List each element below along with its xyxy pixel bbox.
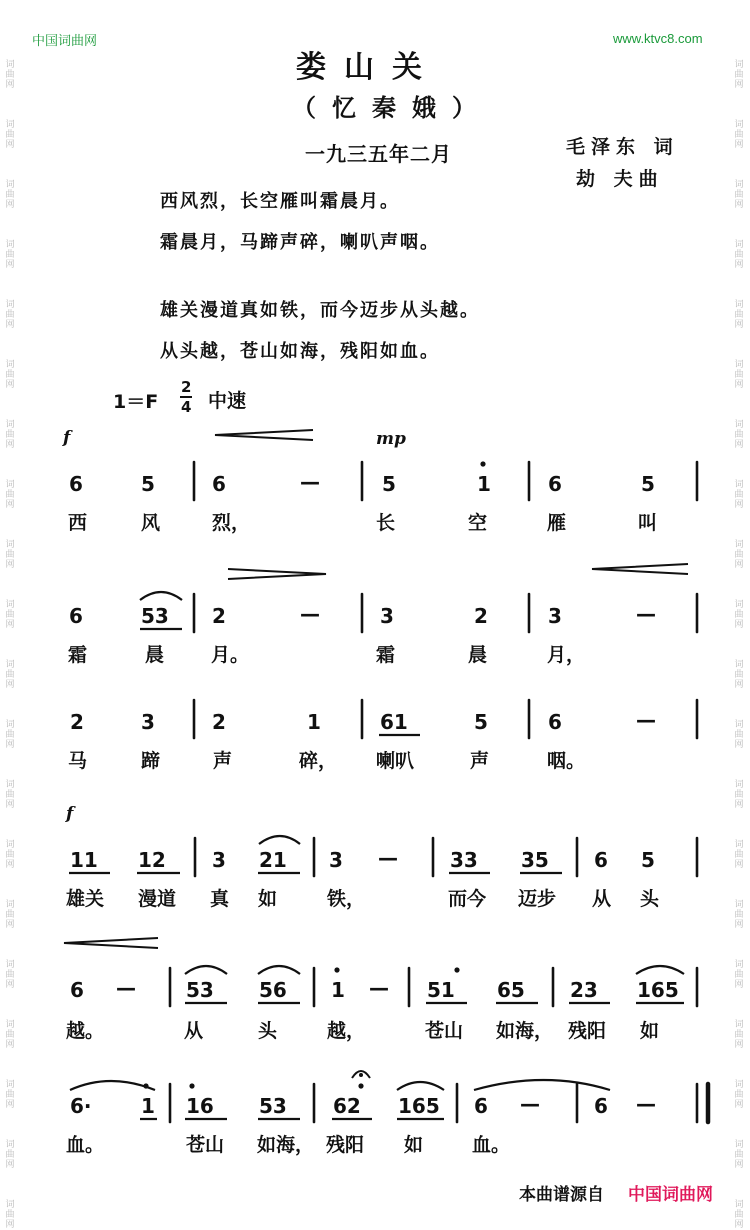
watermark-text: 词曲网: [5, 240, 15, 270]
note-pair: 53: [259, 1094, 287, 1118]
note: 6: [594, 1094, 608, 1118]
lyric: 空: [468, 512, 488, 534]
watermark-text: 词曲网: [734, 600, 744, 630]
dynamic-mezzo-piano: mp: [376, 429, 406, 449]
lyric: 越。: [66, 1020, 105, 1042]
note: 3: [329, 848, 343, 872]
note: 1: [307, 710, 321, 734]
watermark-text: 词曲网: [5, 840, 15, 870]
note-high: 1: [331, 978, 345, 1002]
lyric: 苍山: [425, 1020, 464, 1042]
watermark-text: 词曲网: [5, 780, 15, 810]
tempo-marking: 中速: [208, 390, 247, 412]
lyric: 残阳: [568, 1020, 607, 1042]
watermark-text: 词曲网: [5, 120, 15, 150]
source-site-link[interactable]: 中国词曲网: [628, 1185, 713, 1205]
lyric: 真: [210, 888, 230, 910]
note: 5: [382, 472, 396, 496]
dash-sustain: —: [636, 1092, 656, 1116]
watermark-text: 词曲网: [734, 540, 744, 570]
note: 6: [548, 710, 562, 734]
lyric: 而今: [448, 888, 487, 910]
lyric: 西: [68, 512, 88, 534]
watermark-text: 词曲网: [734, 960, 744, 990]
dash-sustain: —: [300, 602, 320, 626]
lyric: 头: [258, 1020, 278, 1042]
lyric: 晨: [145, 644, 165, 666]
note-pair: 56: [259, 978, 287, 1002]
watermark-text: 词曲网: [5, 900, 15, 930]
note-pair: 35: [521, 848, 549, 872]
lyric: 长: [376, 512, 396, 534]
watermark-text: 词曲网: [734, 180, 744, 210]
note: 6: [69, 604, 83, 628]
note: 2: [212, 710, 226, 734]
note: 5: [474, 710, 488, 734]
watermark-text: 词曲网: [734, 1140, 744, 1170]
watermark-text: 词曲网: [5, 60, 15, 90]
hairpin-group: [64, 430, 688, 948]
dynamic-forte-1: f: [63, 428, 71, 448]
note: 6: [69, 472, 83, 496]
lyric: 如: [640, 1020, 660, 1042]
poem-line-1: 西风烈，长空雁叫霜晨月。: [160, 191, 400, 212]
note: 6: [70, 978, 84, 1002]
lyric: 越，: [327, 1020, 366, 1042]
lyric: 血。: [472, 1134, 511, 1156]
watermark-text: 词曲网: [5, 540, 15, 570]
note: 5: [641, 472, 655, 496]
lyric: 头: [640, 888, 660, 910]
note-pair: 53: [186, 978, 214, 1002]
lyric: 霜: [376, 644, 396, 666]
watermark-text: 词曲网: [734, 720, 744, 750]
lyric: 如: [404, 1134, 424, 1156]
lyric: 马: [68, 750, 88, 772]
lyric: 残阳: [326, 1134, 365, 1156]
site-name-left[interactable]: 中国词曲网: [32, 33, 98, 48]
watermark-text: 词曲网: [5, 420, 15, 450]
composition-date: 一九三五年二月: [305, 142, 452, 166]
lyric: 雁: [547, 512, 567, 534]
note: 3: [380, 604, 394, 628]
watermark-text: 词曲网: [734, 1080, 744, 1110]
lyric: 晨: [468, 644, 488, 666]
note-pair: 12: [138, 848, 166, 872]
watermark-text: 词曲网: [5, 600, 15, 630]
note-triplet: 165: [637, 978, 679, 1002]
note: 6: [474, 1094, 488, 1118]
lyric: 如: [258, 888, 278, 910]
watermark-text: 词曲网: [734, 1020, 744, 1050]
key-signature: 1＝F: [113, 391, 159, 413]
note-pair: 53: [141, 604, 169, 628]
note: 2: [474, 604, 488, 628]
note-pair: 33: [450, 848, 478, 872]
lyric: 如海，: [496, 1020, 554, 1042]
lyric: 从: [184, 1020, 204, 1042]
watermark-text: 词曲网: [734, 420, 744, 450]
watermark-text: 词曲网: [5, 1080, 15, 1110]
lyric: 声: [213, 750, 233, 772]
watermark-text: 词曲网: [734, 840, 744, 870]
watermark-text: 词曲网: [5, 960, 15, 990]
lyric: 蹄: [141, 750, 161, 772]
dash-sustain: —: [520, 1092, 540, 1116]
note-high: 1: [477, 472, 491, 496]
poem-line-4: 从头越，苍山如海，残阳如血。: [160, 341, 440, 362]
lyric: 雄关: [66, 888, 105, 910]
lyric: 月，: [547, 644, 586, 666]
note-pair-fermata: 62: [333, 1094, 361, 1118]
watermark-text: 词曲网: [734, 660, 744, 690]
fermata-dot: [359, 1073, 363, 1077]
lyric: 从: [592, 888, 612, 910]
note: 6: [548, 472, 562, 496]
lyric: 风: [141, 512, 161, 534]
note-pair: 11: [70, 848, 98, 872]
lyric: 漫道: [138, 888, 177, 910]
note-pair: 61: [380, 710, 408, 734]
poem-line-3: 雄关漫道真如铁，而今迈步从头越。: [160, 300, 480, 321]
source-label: 本曲谱源自: [519, 1185, 604, 1205]
song-subtitle: （忆秦娥）: [292, 94, 492, 122]
lyric: 叫: [638, 512, 658, 534]
watermark-text: 词曲网: [5, 1200, 15, 1230]
watermark-text: 词曲网: [5, 360, 15, 390]
lyric: 碎，: [299, 750, 338, 772]
lyric: 苍山: [186, 1134, 225, 1156]
site-url-right[interactable]: www.ktvc8.com: [613, 31, 703, 46]
lyric: 声: [470, 750, 490, 772]
note-pair: 51: [427, 978, 455, 1002]
note-pair: 21: [259, 848, 287, 872]
dynamic-forte-2: f: [66, 804, 74, 824]
note-pair: 65: [497, 978, 525, 1002]
note: 1: [141, 1094, 155, 1118]
lyric: 咽。: [547, 750, 586, 772]
note-triplet: 165: [398, 1094, 440, 1118]
lyric: 烈，: [212, 512, 251, 534]
dash-sustain: —: [116, 976, 136, 1000]
dash-sustain: —: [300, 470, 320, 494]
watermark-text: 词曲网: [734, 360, 744, 390]
dash-sustain: —: [378, 846, 398, 870]
dash-sustain: —: [636, 708, 656, 732]
watermark-text: 词曲网: [5, 180, 15, 210]
watermark-text: 词曲网: [734, 60, 744, 90]
note: 3: [212, 848, 226, 872]
watermark-text: 词曲网: [5, 720, 15, 750]
song-title: 娄山关: [296, 50, 440, 85]
watermark-text: 词曲网: [5, 300, 15, 330]
note: 6: [212, 472, 226, 496]
composer-credit: 劫 夫曲: [576, 168, 664, 190]
watermark-text: 词曲网: [5, 660, 15, 690]
watermark-text: 词曲网: [5, 1140, 15, 1170]
note: 3: [141, 710, 155, 734]
dash-sustain: —: [369, 976, 389, 1000]
note: 2: [212, 604, 226, 628]
watermark-text: 词曲网: [734, 240, 744, 270]
poem-line-2: 霜晨月，马蹄声碎，喇叭声咽。: [160, 232, 440, 253]
lyric: 喇叭: [376, 750, 415, 772]
watermark-text: 词曲网: [734, 1200, 744, 1230]
note: 6: [594, 848, 608, 872]
note: 5: [641, 848, 655, 872]
lyric: 月。: [211, 644, 250, 666]
lyric: 如海，: [257, 1134, 315, 1156]
watermark-text: 词曲网: [5, 1020, 15, 1050]
note: 3: [548, 604, 562, 628]
watermark-text: 词曲网: [734, 780, 744, 810]
lyric: 迈步: [518, 888, 557, 910]
lyric: 血。: [66, 1134, 105, 1156]
note-pair: 23: [570, 978, 598, 1002]
watermark-text: 词曲网: [734, 480, 744, 510]
note-pair: 16: [186, 1094, 214, 1118]
slur-group: [70, 592, 684, 1090]
lyric: 铁，: [327, 888, 366, 910]
watermark-text: 词曲网: [734, 120, 744, 150]
time-signature-bottom: 4: [181, 398, 192, 416]
note: 5: [141, 472, 155, 496]
underline-group: [69, 629, 684, 1119]
time-signature-top: 2: [181, 378, 192, 396]
lyricist-credit: 毛泽东 词: [566, 136, 679, 158]
note-dotted: 6·: [70, 1094, 92, 1118]
watermark-text: 词曲网: [734, 900, 744, 930]
dash-sustain: —: [636, 602, 656, 626]
lyric: 霜: [68, 644, 88, 666]
watermark-text: 词曲网: [734, 300, 744, 330]
watermark-text: 词曲网: [5, 480, 15, 510]
note: 2: [70, 710, 84, 734]
